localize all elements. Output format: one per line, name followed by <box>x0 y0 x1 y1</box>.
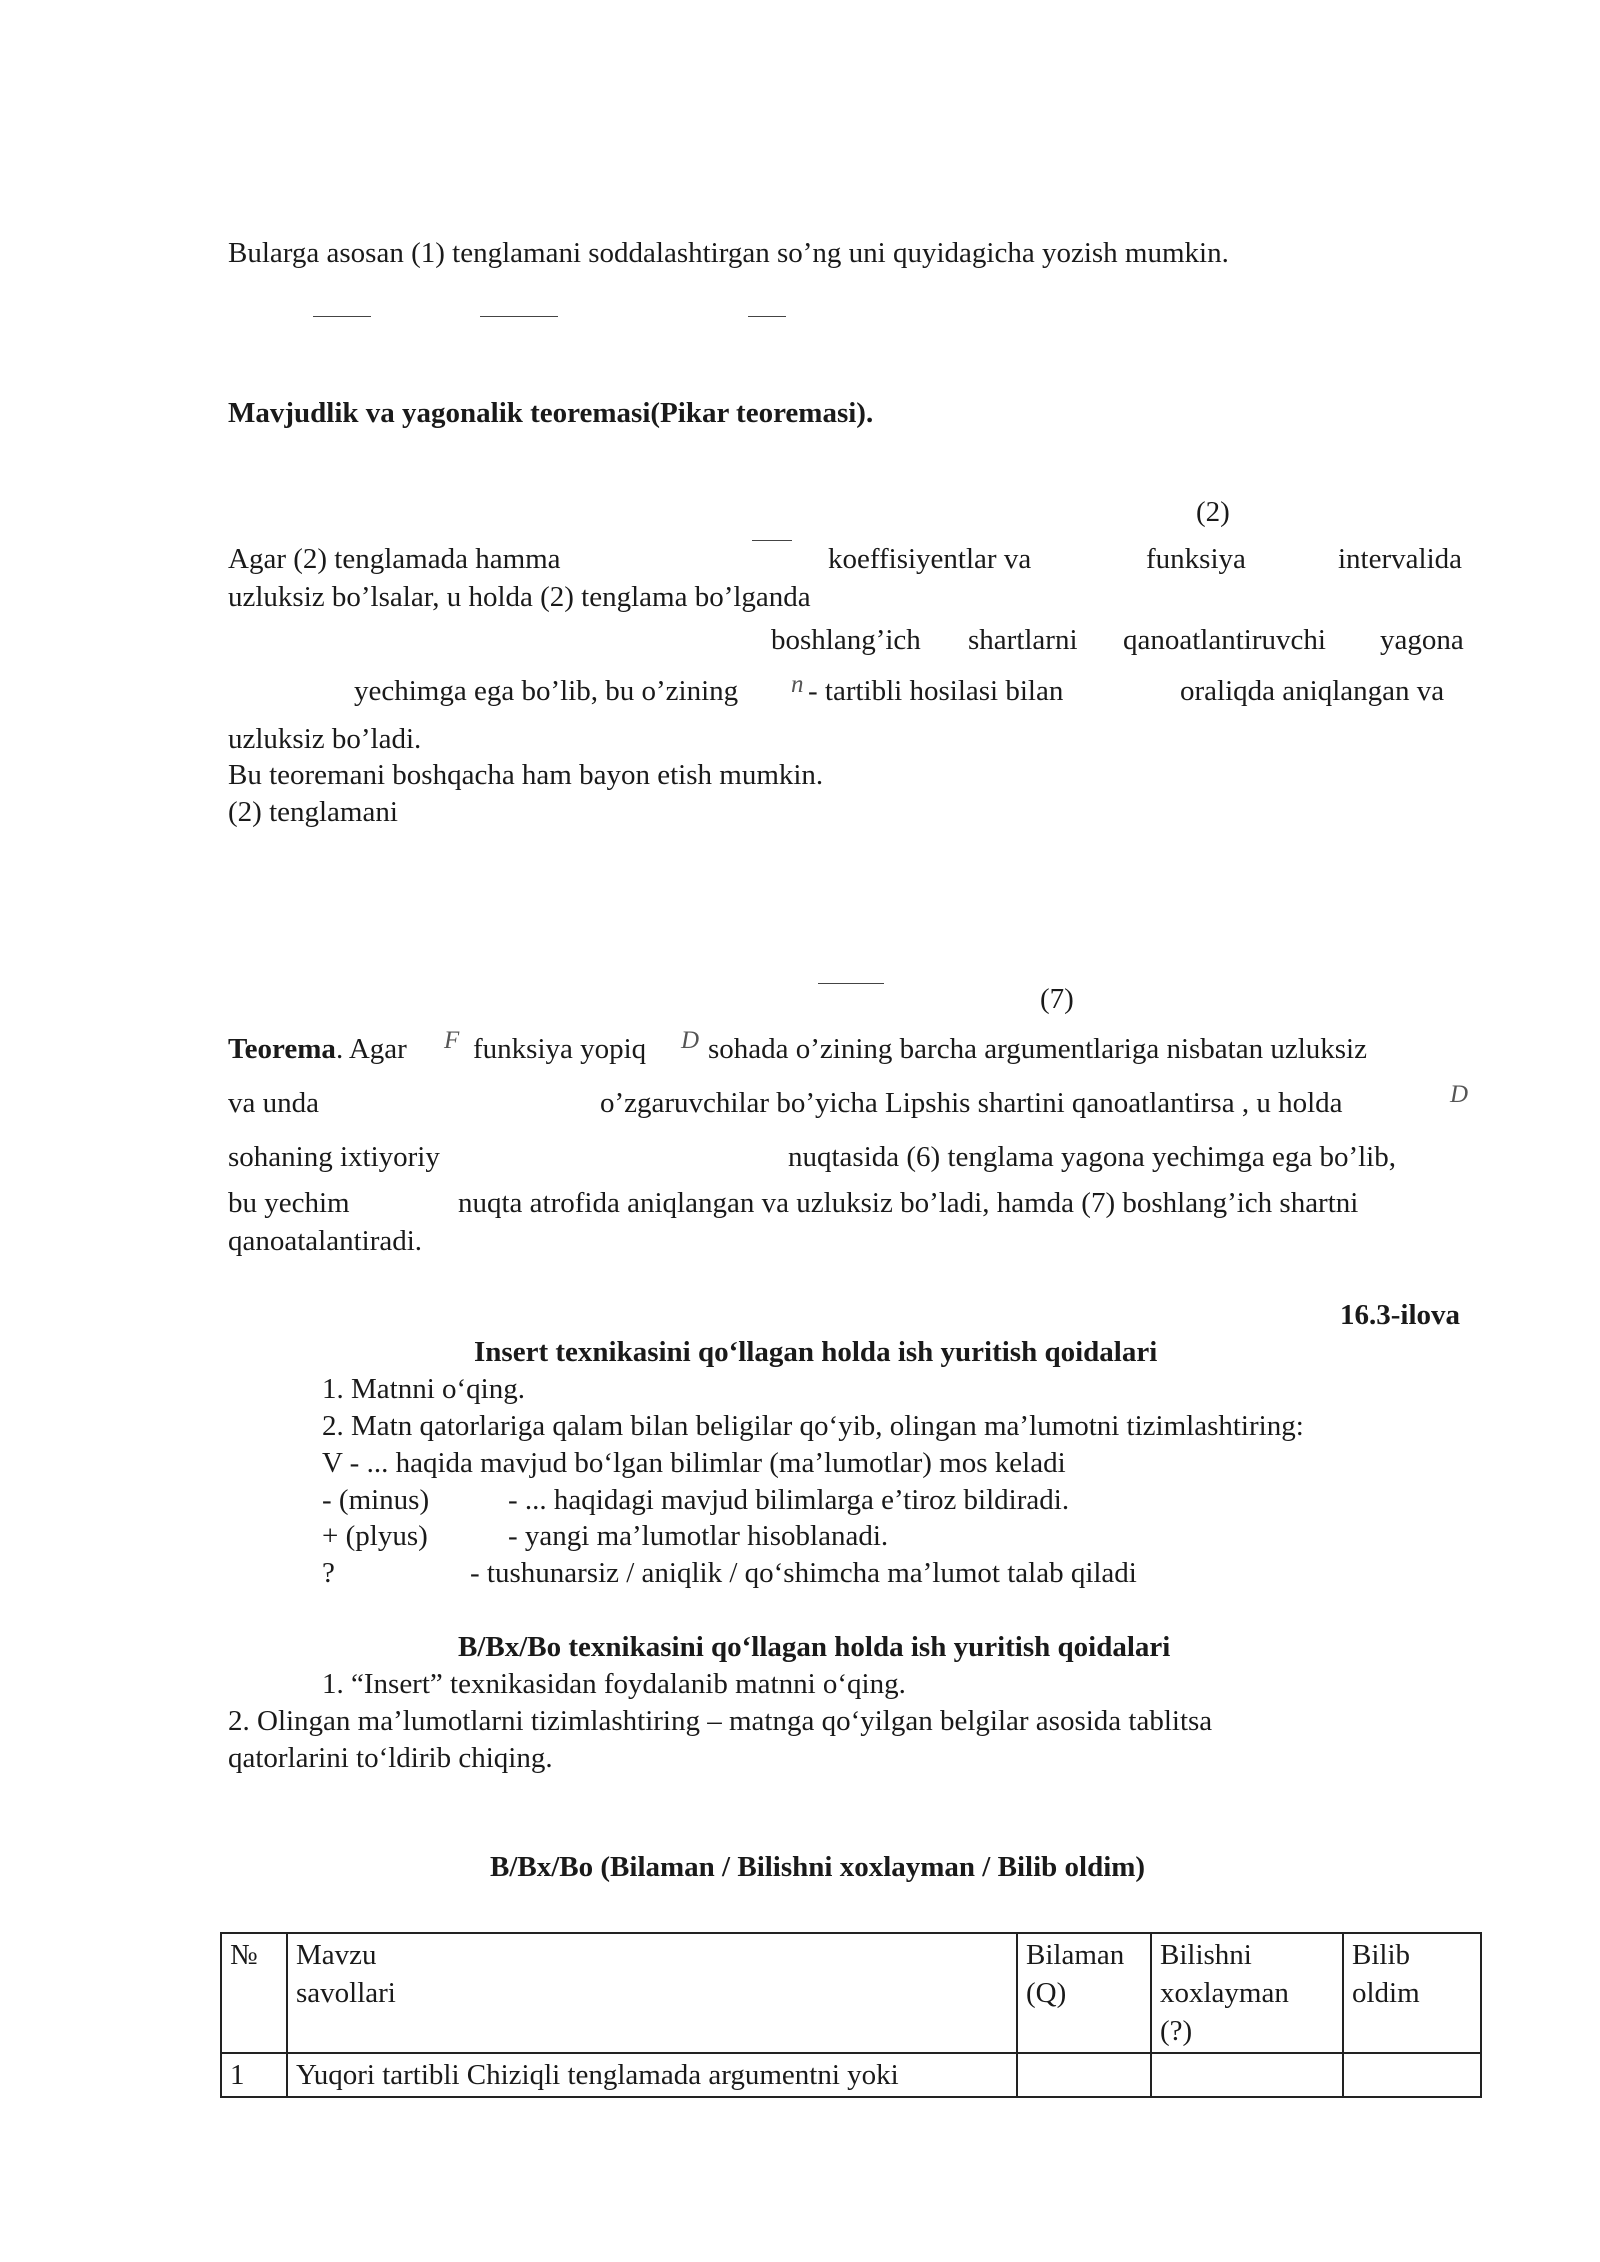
insert-mark-minus-desc: - ... haqidagi mavjud bilimlarga e’tiroz bildiradi. <box>508 1484 1070 1516</box>
header-learned: Bilib oldim <box>1343 1933 1481 2053</box>
agar-text: funksiya <box>1146 543 1246 575</box>
agar-text: qanoatlantiruvchi <box>1123 624 1326 656</box>
d-symbol: D <box>1450 1081 1469 1108</box>
agar-text: yagona <box>1380 624 1464 656</box>
insert-mark-plus-desc: - yangi ma’lumotlar hisoblanadi. <box>508 1520 889 1552</box>
bbx-step: 2. Olingan ma’lumotlarni tizimlashtiring – matnga qo‘yilgan belgilar asosida tablitsa <box>228 1705 1213 1737</box>
teorema-text: sohaning ixtiyoriy <box>228 1141 440 1173</box>
bbx-step: 1. “Insert” texnikasidan foydalanib matnni o‘qing. <box>322 1668 906 1700</box>
equation-number: (2) <box>1196 496 1230 528</box>
insert-step: 1. Matnni o‘qing. <box>322 1373 525 1405</box>
appendix-label: 16.3-ilova <box>1340 1299 1461 1331</box>
agar-text: boshlang’ich <box>771 624 921 656</box>
teorema-bold: Teorema <box>228 1033 336 1065</box>
row-know-cell <box>1017 2053 1151 2097</box>
header-want: Bilishni xoxlayman (?) <box>1151 1933 1343 2053</box>
header-topic: Mavzu savollari <box>287 1933 1017 2053</box>
table-header-row <box>221 1933 1481 2053</box>
bbx-title: B/Bx/Bo texnikasini qo‘llagan holda ish yuritish qoidalari <box>458 1631 1171 1663</box>
insert-mark-minus: - (minus) <box>322 1484 430 1516</box>
row-number: 1 <box>221 2053 287 2097</box>
agar-text: Agar (2) tenglamada hamma <box>228 543 561 575</box>
formula-fraction-bar <box>752 540 792 541</box>
teorema-text: o’zgaruvchilar bo’yicha Lipshis shartini qanoatlantirsa , u holda <box>600 1087 1343 1119</box>
agar-text: uzluksiz bo’lsalar, u holda (2) tenglama bo’lganda <box>228 581 811 613</box>
formula-fraction-bar <box>748 316 786 317</box>
agar-text: koeffisiyentlar va <box>828 543 1032 575</box>
insert-step: 2. Matn qatorlariga qalam bilan beligilar qo‘yib, olingan ma’lumotni tizimlashtiring: <box>322 1410 1304 1442</box>
agar-text: (2) tenglamani <box>228 796 398 828</box>
theorem-heading: Mavjudlik va yagonalik teoremasi(Pikar teoremasi). <box>228 397 874 429</box>
insert-mark-question-desc: - tushunarsiz / aniqlik / qo‘shimcha ma’lumot talab qiladi <box>470 1557 1137 1589</box>
equation-number: (7) <box>1040 983 1074 1015</box>
insert-mark-v: V - ... haqida mavjud bo‘lgan bilimlar (ma’lumotlar) mos keladi <box>322 1447 1066 1479</box>
table-row <box>221 2053 1481 2097</box>
teorema-text <box>228 1032 407 1066</box>
f-symbol: F <box>444 1027 460 1054</box>
teorema-text: sohada o’zining barcha argumentlariga nisbatan uzluksiz <box>708 1033 1367 1065</box>
n-symbol: n <box>791 671 804 698</box>
row-topic: Yuqori tartibli Chiziqli tenglamada argumentni yoki <box>287 2053 1017 2097</box>
agar-text: oraliqda aniqlangan va <box>1180 675 1445 707</box>
bbx-step: qatorlarini to‘ldirib chiqing. <box>228 1742 553 1774</box>
formula-fraction-bar <box>313 316 371 317</box>
d-symbol: D <box>681 1027 700 1054</box>
agar-text: intervalida <box>1338 543 1463 575</box>
header-number: № <box>221 1933 287 2053</box>
agar-text: yechimga ega bo’lib, bu o’zining <box>354 675 739 707</box>
teorema-text: nuqtasida (6) tenglama yagona yechimga ega bo’lib, <box>788 1141 1396 1173</box>
insert-title: Insert texnikasini qo‘llagan holda ish yuritish qoidalari <box>474 1336 1158 1368</box>
intro-paragraph: Bularga asosan (1) tenglamani soddalashtirgan so’ng uni quyidagicha yozish mumkin. <box>228 237 1229 269</box>
formula-fraction-bar <box>818 983 884 984</box>
agar-text: shartlarni <box>968 624 1078 656</box>
agar-text: - tartibli hosilasi bilan <box>808 675 1064 707</box>
agar-text: uzluksiz bo’ladi. <box>228 723 422 755</box>
insert-mark-question: ? <box>322 1557 335 1589</box>
formula-fraction-bar <box>480 316 558 317</box>
row-want-cell <box>1151 2053 1343 2097</box>
agar-text: Bu teoremani boshqacha ham bayon etish mumkin. <box>228 759 824 791</box>
row-learned-cell <box>1343 2053 1481 2097</box>
teorema-text: va unda <box>228 1087 319 1119</box>
teorema-text: funksiya yopiq <box>473 1033 647 1065</box>
teorema-text: qanoatalantiradi. <box>228 1225 423 1257</box>
header-know: Bilaman (Q) <box>1017 1933 1151 2053</box>
teorema-text: bu yechim <box>228 1187 350 1219</box>
teorema-text: nuqta atrofida aniqlangan va uzluksiz bo’ladi, hamda (7) boshlang’ich shartni <box>458 1187 1359 1219</box>
teorema-agar: . Agar <box>335 1033 407 1065</box>
insert-mark-plus: + (plyus) <box>322 1520 428 1552</box>
table-title: B/Bx/Bo (Bilaman / Bilishni xoxlayman / Bilib oldim) <box>490 1851 1146 1883</box>
bbx-table <box>220 1932 1482 2098</box>
